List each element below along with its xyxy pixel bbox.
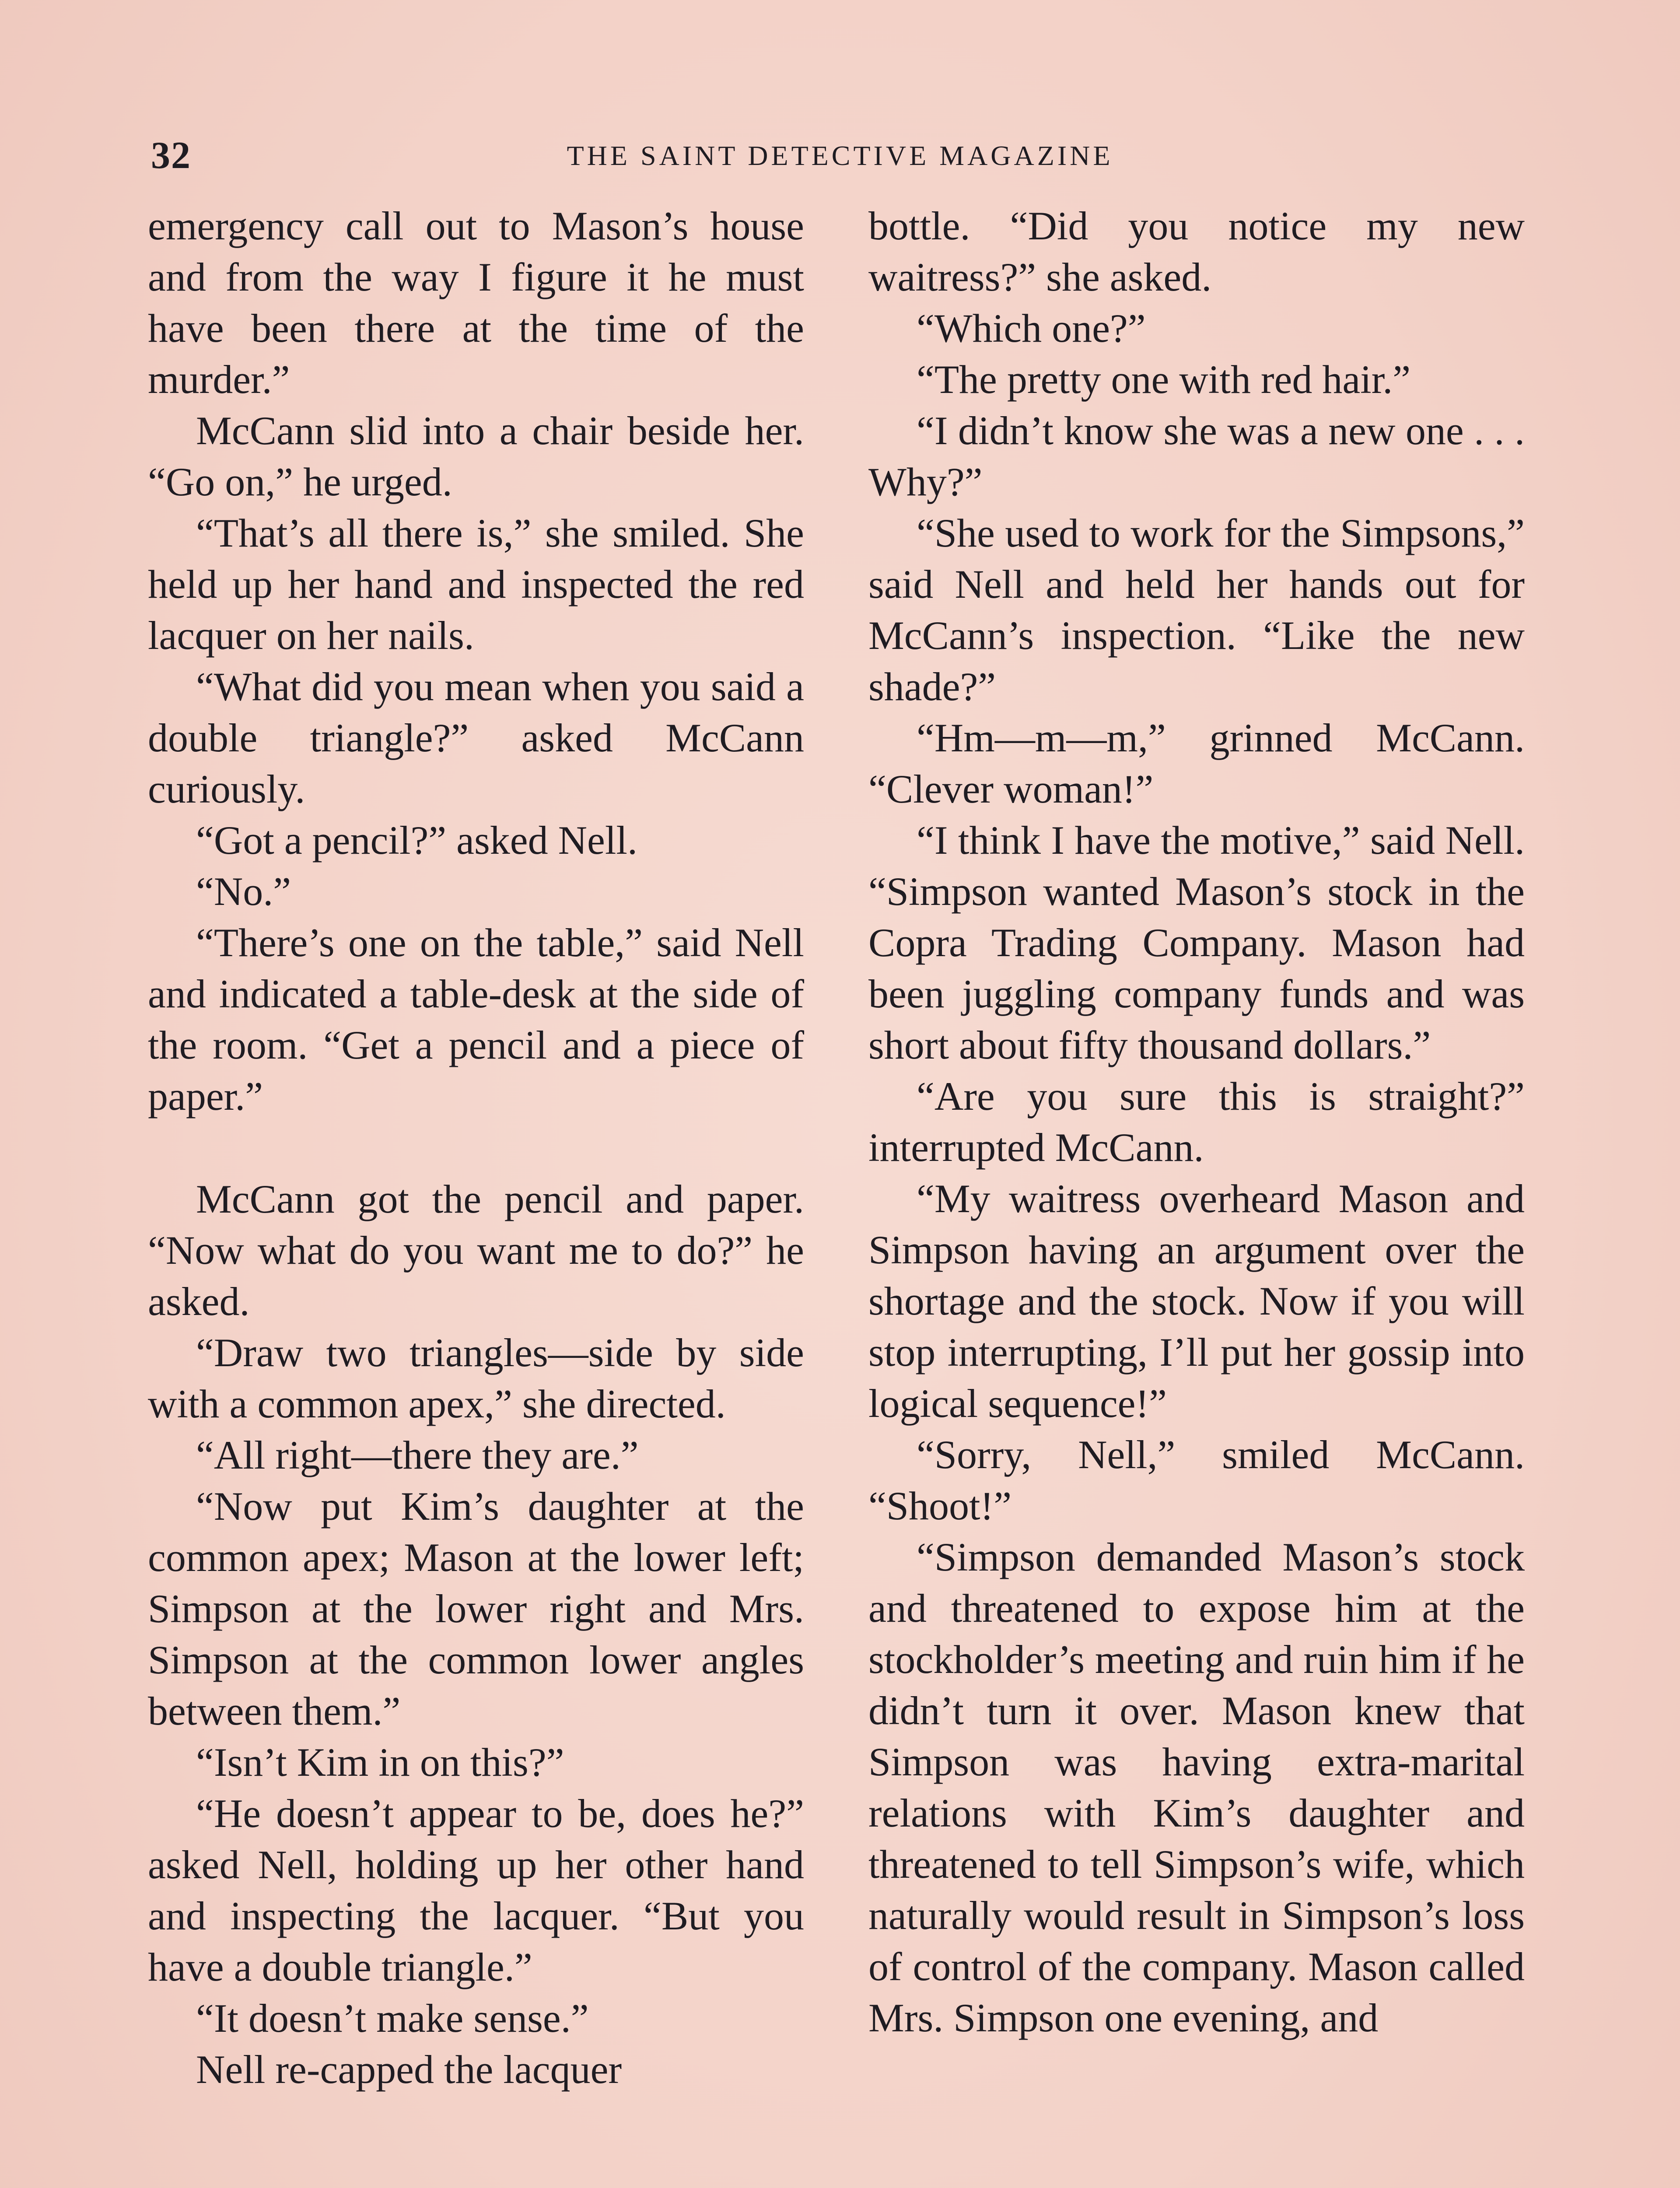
paragraph: “All right—there they are.” [196, 1433, 639, 1477]
paragraph: “Which one?” [917, 306, 1146, 351]
paragraph: “Draw two triangles—side by side with a common apex,” she directed. [148, 1330, 804, 1426]
section-break [148, 1122, 804, 1174]
paragraph: “I think I have the motive,” said Nell. “Simpson wanted Mason’s stock in the Copra Trading Company. Mason had been juggling company funds and was short about fifty thousand dollars.” [868, 818, 1525, 1067]
text-column-right [868, 200, 1525, 2044]
paragraph: “There’s one on the table,” said Nell and indicated a table-desk at the side of the room. “Get a pencil and a piece of paper.” [148, 920, 804, 1119]
page-header [151, 133, 1529, 182]
paragraph: “I didn’t know she was a new one . . . Why?” [868, 408, 1525, 504]
paragraph: “It doesn’t make sense.” [196, 1996, 589, 2041]
paragraph: “The pretty one with red hair.” [917, 357, 1411, 402]
paragraph: “Are you sure this is straight?” interrupted McCann. [868, 1074, 1525, 1170]
paragraph: “Hm—m—m,” grinned McCann. “Clever woman!” [868, 715, 1525, 811]
paragraph: “Isn’t Kim in on this?” [196, 1740, 564, 1785]
page-number: 32 [151, 134, 191, 177]
paragraph: “He doesn’t appear to be, does he?” asked Nell, holding up her other hand and inspecting the lacquer. “But you have a double triangle.” [148, 1791, 804, 1989]
paragraph: “Simpson demanded Mason’s stock and threatened to expose him at the stockholder’s meeting and ruin him if he didn’t turn it over. Mason knew that Simpson was having extra-marital relations with Kim’s daughter and threatened to tell Simpson’s wife, which naturally would result in Simpson’s loss of control of the company. Mason called Mrs. Simpson one evening, and [868, 1535, 1525, 2040]
paragraph: bottle. “Did you notice my new waitress?” she asked. [868, 203, 1525, 299]
paragraph: “What did you mean when you said a double triangle?” asked McCann curiously. [148, 664, 804, 811]
paragraph: “That’s all there is,” she smiled. She held up her hand and inspected the red lacquer on her nails. [148, 511, 804, 658]
paragraph: “My waitress overheard Mason and Simpson having an argument over the shortage and the stock. Now if you will stop interrupting, I’ll put her gossip into logical sequence!” [868, 1176, 1525, 1426]
paragraph: “No.” [196, 869, 291, 914]
paragraph: “Got a pencil?” asked Nell. [196, 818, 637, 863]
paragraph: Nell re-capped the lacquer [196, 2047, 622, 2092]
paragraph: “She used to work for the Simpsons,” said Nell and held her hands out for McCann’s inspection. “Like the new shade?” [868, 511, 1525, 709]
text-column-left [148, 200, 804, 2095]
paragraph: McCann got the pencil and paper. “Now what do you want me to do?” he asked. [148, 1177, 804, 1324]
paragraph: “Sorry, Nell,” smiled McCann. “Shoot!” [868, 1432, 1525, 1528]
running-head: THE SAINT DETECTIVE MAGAZINE [567, 140, 1113, 171]
paragraph: McCann slid into a chair beside her. “Go on,” he urged. [148, 408, 804, 504]
paragraph: emergency call out to Mason’s house and from the way I figure it he must have been there at the time of the murder.” [148, 203, 804, 402]
paragraph: “Now put Kim’s daughter at the common apex; Mason at the lower left; Simpson at the lower right and Mrs. Simpson at the common lower angles between them.” [148, 1484, 804, 1733]
